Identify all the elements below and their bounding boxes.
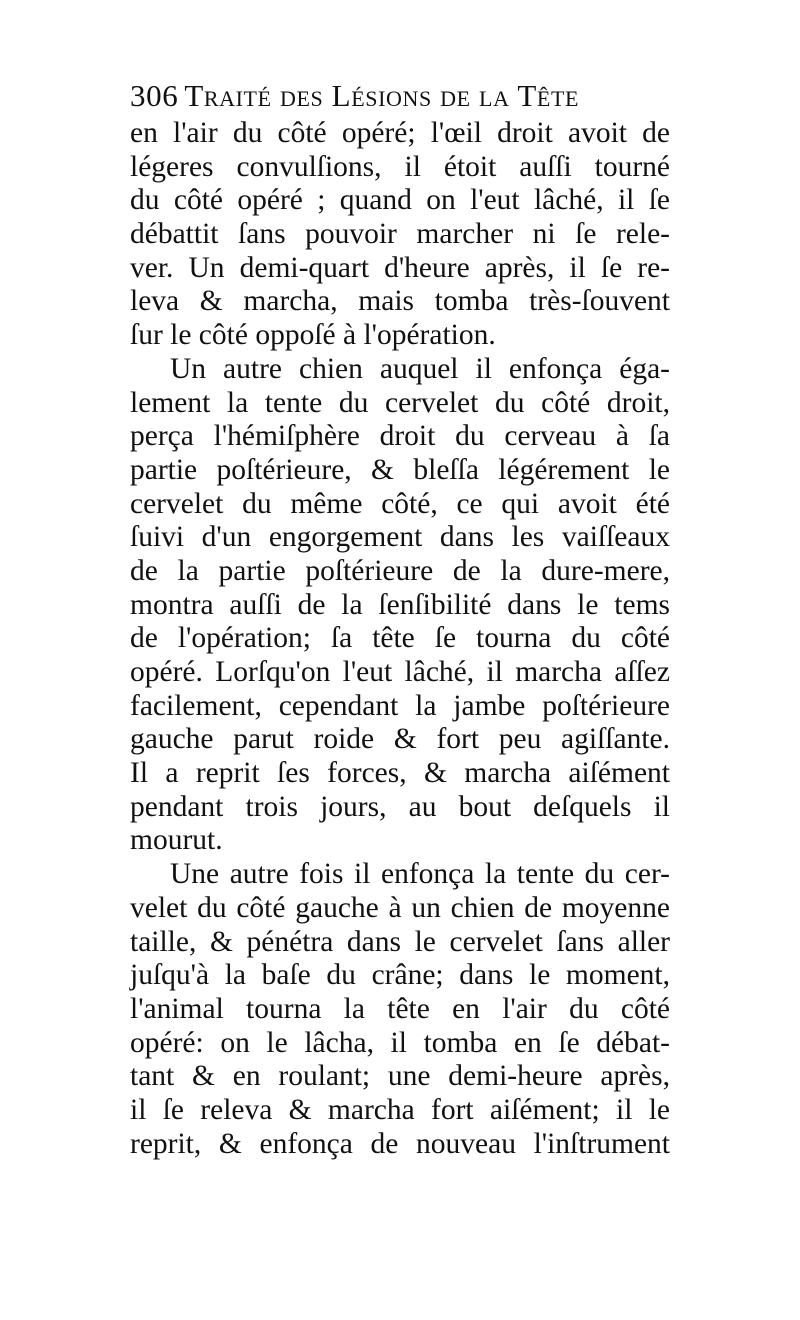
- text-line: Il a reprit ſes forces, & marcha aiſément: [130, 757, 670, 790]
- text-line: taille, & pénétra dans le cervelet ſans aller: [130, 925, 670, 958]
- text-line: leva & marcha, mais tomba très-ſouvent: [130, 285, 670, 318]
- text-line: montra auſſi de la ſenſibilité dans le tems: [130, 588, 670, 621]
- text-line: opéré. Lorſqu'on l'eut lâché, il marcha aſſez: [130, 656, 670, 688]
- text-line: velet du côté gauche à un chien de moyenne: [130, 891, 670, 924]
- text-line: juſqu'à la baſe du crâne; dans le moment,: [130, 959, 670, 992]
- text-line: du côté opéré ; quand on l'eut lâché, il ſe: [130, 184, 670, 217]
- text-line: pendant trois jours, au bout deſquels il: [130, 790, 670, 823]
- text-line: Une autre fois il enfonça la tente du cer-: [170, 858, 670, 891]
- text-line: opéré: on le lâcha, il tomba en ſe débat-: [130, 1026, 670, 1059]
- text-line: mourut.: [130, 824, 223, 857]
- text-line: ſur le côté oppoſé à l'opération.: [130, 319, 496, 352]
- running-head: [130, 78, 690, 118]
- page-number: 306: [130, 78, 179, 113]
- text-line: légeres convulſions, il étoit auſſi tourné: [130, 150, 670, 183]
- body-text: [130, 117, 670, 1161]
- text-line: tant & en roulant; une demi-heure après,: [130, 1060, 670, 1093]
- text-line: perça l'hémiſphère droit du cerveau à ſa: [130, 420, 670, 453]
- text-line: en l'air du côté opéré; l'œil droit avoit de: [130, 117, 670, 149]
- text-line: Un autre chien auquel il enfonça éga-: [170, 352, 670, 385]
- text-line: reprit, & enfonça de nouveau l'inſtrument: [130, 1127, 670, 1160]
- text-line: l'animal tourna la tête en l'air du côté: [130, 992, 670, 1025]
- text-line: ver. Un demi-quart d'heure après, il ſe re-: [130, 251, 670, 284]
- text-line: ſuivi d'un engorgement dans les vaiſſeaux: [130, 521, 670, 554]
- text-line: partie poſtérieure, & bleſſa légérement le: [130, 453, 670, 486]
- text-line: de la partie poſtérieure de la dure-mere,: [130, 554, 670, 587]
- text-line: il ſe releva & marcha fort aiſément; il le: [130, 1093, 670, 1126]
- text-line: cervelet du même côté, ce qui avoit été: [130, 487, 670, 520]
- text-line: lement la tente du cervelet du côté droit,: [130, 386, 670, 419]
- text-line: facilement, cependant la jambe poſtérieure: [130, 689, 670, 722]
- text-line: débattit ſans pouvoir marcher ni ſe rele-: [130, 218, 670, 251]
- text-line: gauche parut roide & fort peu agiſſante.: [130, 723, 670, 756]
- running-title: Traité des Lésions de la Tête: [184, 78, 580, 113]
- text-line: de l'opération; ſa tête ſe tourna du côté: [130, 622, 670, 655]
